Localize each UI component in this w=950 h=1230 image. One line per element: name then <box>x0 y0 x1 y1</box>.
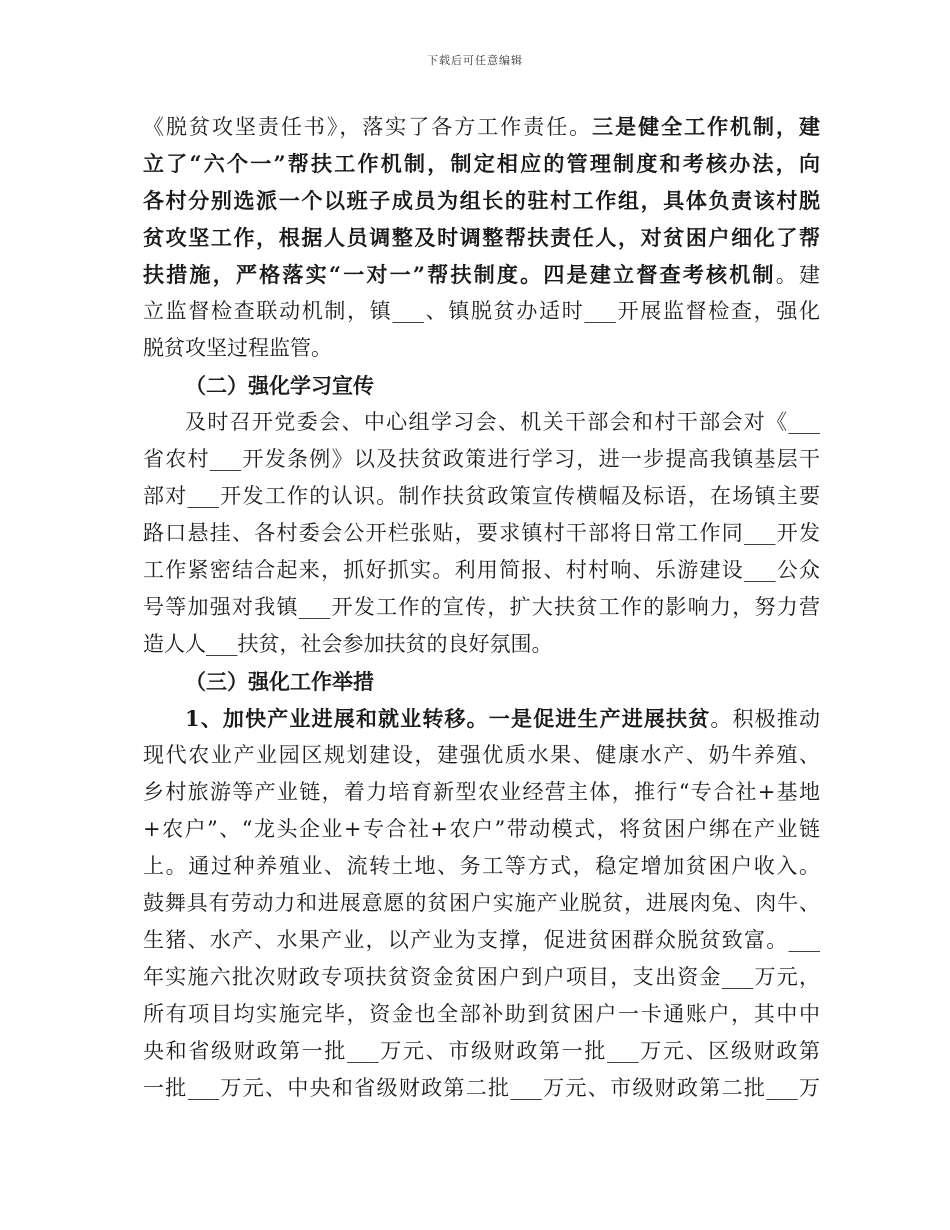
text-segment: 工作紧密结合起来，抓好抓实。利用简报、村村响、乐游建设___公众 <box>143 558 820 582</box>
text-line <box>143 589 820 626</box>
text-segment: 上。通过种养殖业、流转土地、务工等方式，稳定增加贫困户收入。 <box>143 854 820 878</box>
bold-text-segment: 立了“六个一”帮扶工作机制，制定相应的管理制度和考核办法，向 <box>143 151 820 176</box>
text-line <box>143 219 820 256</box>
text-segment: 生猪、水产、水果产业，以产业为支撑，促进贫困群众脱贫致富。___ <box>143 928 820 952</box>
text-segment: 。积极推动 <box>710 707 820 731</box>
text-segment: +农户”、“龙头企业+专合社+农户”带动模式，将贫困户绑在产业链 <box>143 817 820 841</box>
text-segment: 部对___开发工作的认识。制作扶贫政策宣传横幅及标语，在场镇主要 <box>143 484 820 508</box>
text-segment: 立监督检查联动机制，镇___、镇脱贫办适时___开展监督检查，强化 <box>143 299 820 323</box>
text-line <box>143 1070 820 1107</box>
text-line <box>143 108 820 145</box>
text-line <box>143 626 820 663</box>
text-line <box>143 552 820 589</box>
text-segment: 年实施六批次财政专项扶贫资金贫困户到户项目，支出资金___万元， <box>143 965 820 989</box>
bold-text-segment: 三是健全工作机制，建 <box>592 114 821 139</box>
text-line <box>143 885 820 922</box>
text-line <box>143 441 820 478</box>
text-line <box>143 737 820 774</box>
text-line <box>143 922 820 959</box>
text-line <box>143 1033 820 1070</box>
text-segment: 鼓舞具有劳动力和进展意愿的贫困户实施产业脱贫，进展肉兔、肉牛、 <box>143 891 820 915</box>
text-segment: 号等加强对我镇___开发工作的宣传，扩大扶贫工作的影响力，努力营 <box>143 595 820 619</box>
text-line <box>143 330 820 367</box>
text-line <box>143 700 820 737</box>
document-body <box>143 108 820 1107</box>
text-segment: 乡村旅游等产业链，着力培育新型农业经营主体，推行“专合社+基地 <box>143 780 820 804</box>
text-line <box>143 145 820 182</box>
bold-text-segment: （三）强化工作举措 <box>185 669 374 694</box>
text-segment: 《脱贫攻坚责任书》，落实了各方工作责任。 <box>143 115 593 139</box>
text-segment: 所有项目均实施完毕，资金也全部补助到贫困户一卡通账户，其中中 <box>143 1002 820 1026</box>
text-segment: 央和省级财政第一批___万元、市级财政第一批___万元、区级财政第 <box>143 1039 820 1063</box>
text-line <box>143 404 820 441</box>
text-line <box>143 367 820 404</box>
bold-text-segment: 各村分别选派一个以班子成员为组长的驻村工作组，具体负责该村脱 <box>143 188 820 213</box>
text-segment: 省农村___开发条例》以及扶贫政策进行学习，进一步提高我镇基层干 <box>143 447 820 471</box>
text-line <box>143 774 820 811</box>
bold-text-segment: 扶措施，严格落实“一对一”帮扶制度。四是建立督查考核机制 <box>143 262 776 287</box>
text-segment: 。建 <box>775 263 821 287</box>
text-segment: 脱贫攻坚过程监管。 <box>143 336 332 360</box>
text-segment: 及时召开党委会、中心组学习会、机关干部会和村干部会对《___ <box>185 410 820 434</box>
text-line <box>143 811 820 848</box>
page-header: 下载后可任意编辑 <box>427 54 523 67</box>
text-line <box>143 293 820 330</box>
text-segment: 现代农业产业园区规划建设，建强优质水果、健康水产、奶牛养殖、 <box>143 743 820 767</box>
text-line <box>143 996 820 1033</box>
text-line <box>143 959 820 996</box>
bold-text-segment: 1、加快产业进展和就业转移。一是促进生产进展扶贫 <box>185 706 711 731</box>
bold-text-segment: （二）强化学习宣传 <box>185 373 374 398</box>
text-segment: 造人人___扶贫，社会参加扶贫的良好氛围。 <box>143 632 553 656</box>
text-line <box>143 478 820 515</box>
text-line <box>143 515 820 552</box>
text-segment: 一批___万元、中央和省级财政第二批___万元、市级财政第二批___万 <box>143 1076 820 1100</box>
text-line <box>143 182 820 219</box>
text-line <box>143 256 820 293</box>
bold-text-segment: 贫攻坚工作，根据人员调整及时调整帮扶责任人，对贫困户细化了帮 <box>143 225 820 250</box>
text-segment: 路口悬挂、各村委会公开栏张贴，要求镇村干部将日常工作同___开发 <box>143 521 820 545</box>
text-line <box>143 663 820 700</box>
text-line <box>143 848 820 885</box>
